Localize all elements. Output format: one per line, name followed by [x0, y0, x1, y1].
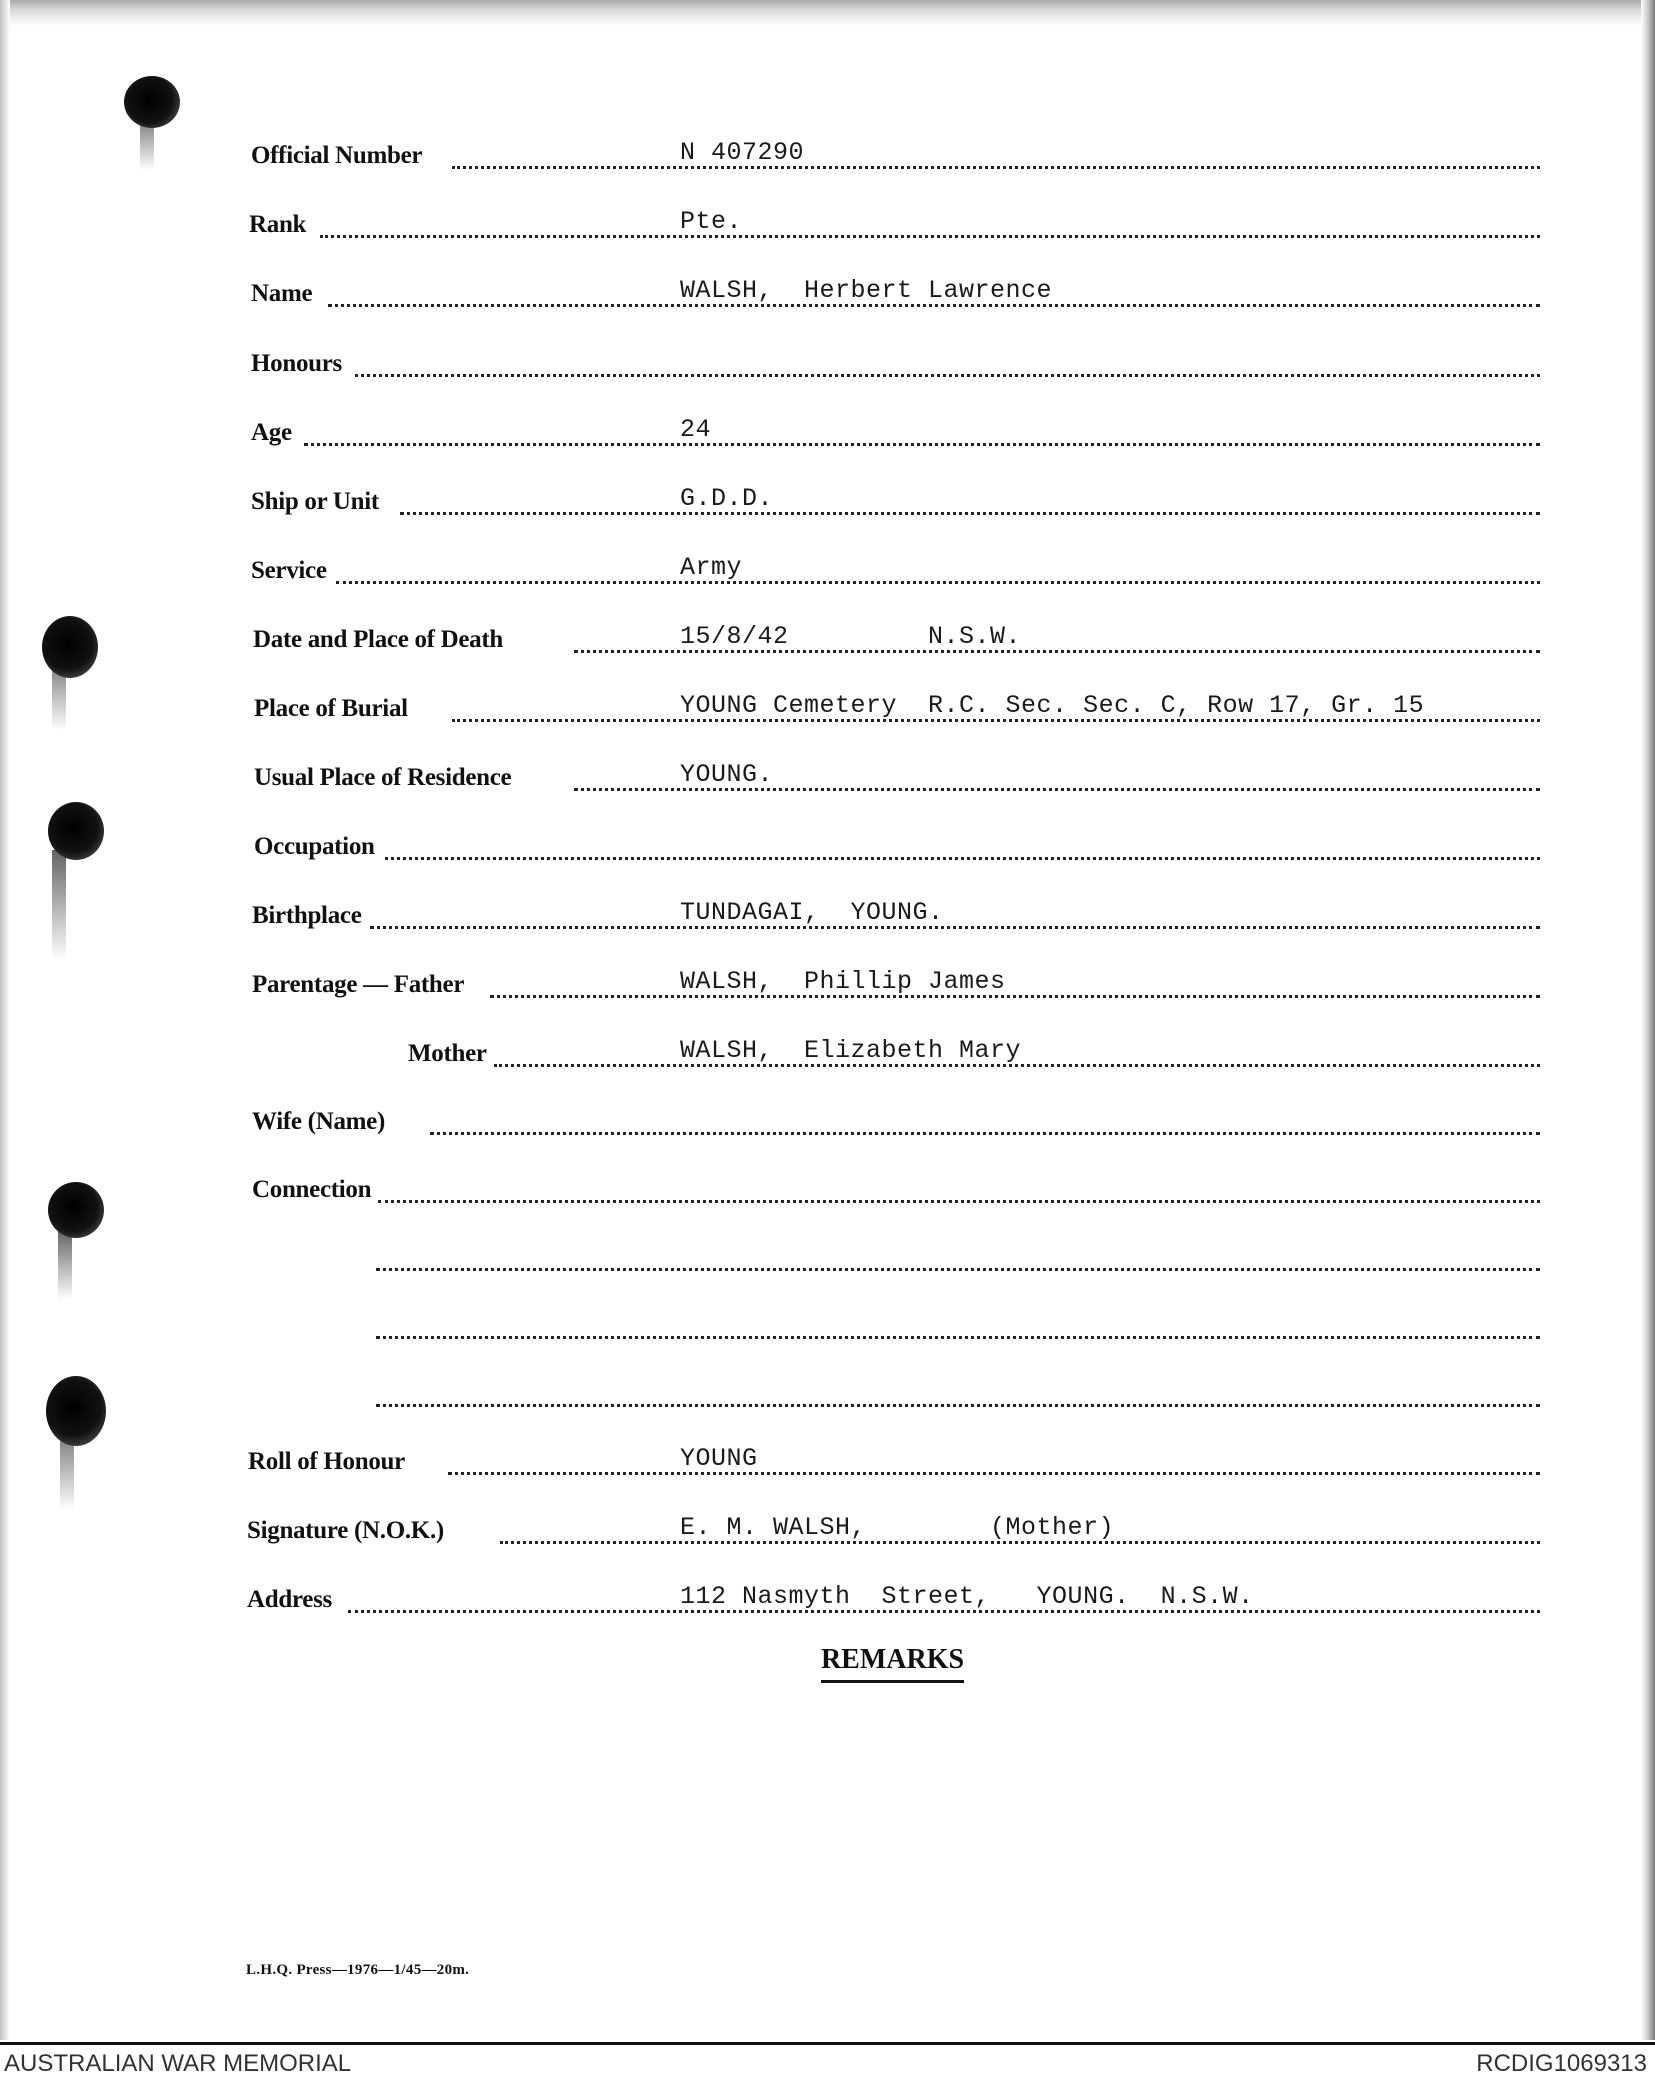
field-value: 15/8/42 N.S.W. [680, 622, 1022, 651]
field-row-signature-nok [0, 1511, 1655, 1551]
field-value: WALSH, Phillip James [680, 967, 1006, 996]
field-row-wife-name [0, 1102, 1655, 1142]
field-row-mother [0, 1034, 1655, 1074]
dotted-line [452, 166, 1540, 169]
footer-archive-name: AUSTRALIAN WAR MEMORIAL [4, 2050, 352, 2077]
dotted-line [430, 1132, 1540, 1135]
field-label: Wife (Name) [252, 1108, 385, 1135]
dotted-line [448, 1472, 1540, 1475]
dotted-line [376, 1336, 1540, 1339]
field-row-official-number [0, 136, 1655, 176]
field-label: Signature (N.O.K.) [247, 1517, 444, 1544]
field-value: G.D.D. [680, 484, 774, 513]
field-row-connection [0, 1170, 1655, 1210]
field-label: Address [247, 1586, 332, 1613]
field-row-service [0, 551, 1655, 591]
field-row-place-of-burial [0, 689, 1655, 729]
field-row-connection-continued [0, 1306, 1655, 1346]
field-value: N 407290 [680, 138, 805, 167]
field-value: 112 Nasmyth Street, YOUNG. N.S.W. [680, 1582, 1254, 1611]
dotted-line [400, 512, 1540, 515]
dotted-line [304, 443, 1540, 446]
field-value: YOUNG. [680, 760, 774, 789]
field-value: E. M. WALSH, (Mother) [680, 1513, 1115, 1542]
field-label: Place of Burial [254, 695, 408, 722]
footer-record-id: RCDIG1069313 [1476, 2050, 1647, 2077]
remarks-heading [0, 1644, 1655, 1683]
field-value: Army [680, 553, 743, 582]
field-row-age [0, 413, 1655, 453]
field-label: Occupation [254, 833, 375, 860]
field-label: Date and Place of Death [253, 626, 503, 653]
dotted-line [336, 581, 1540, 584]
field-label: Official Number [251, 142, 423, 169]
field-row-name [0, 274, 1655, 314]
field-label: Rank [249, 211, 307, 238]
field-row-roll-of-honour [0, 1442, 1655, 1482]
field-row-ship-or-unit [0, 482, 1655, 522]
dotted-line [378, 1200, 1540, 1203]
field-row-occupation [0, 827, 1655, 867]
punch-hole [124, 76, 180, 128]
dotted-line [490, 995, 1540, 998]
dotted-line [370, 926, 1540, 929]
field-row-usual-residence [0, 758, 1655, 798]
scan-bottom-edge [0, 2042, 1655, 2045]
remarks-heading-text: REMARKS [821, 1644, 964, 1683]
field-label: Birthplace [252, 902, 362, 929]
field-label: Ship or Unit [251, 488, 379, 515]
dotted-line [355, 374, 1540, 377]
dotted-line [385, 857, 1540, 860]
field-row-parentage-father [0, 965, 1655, 1005]
dotted-line [320, 235, 1540, 238]
field-row-honours [0, 344, 1655, 384]
field-value: WALSH, Elizabeth Mary [680, 1036, 1022, 1065]
field-value: TUNDAGAI, YOUNG. [680, 898, 944, 927]
field-row-connection-continued [0, 1238, 1655, 1278]
field-label: Connection [252, 1176, 372, 1203]
field-row-date-place-death [0, 620, 1655, 660]
field-label: Roll of Honour [248, 1448, 405, 1475]
field-value: WALSH, Herbert Lawrence [680, 276, 1053, 305]
field-label: Usual Place of Residence [254, 764, 512, 791]
field-label: Honours [251, 350, 342, 377]
dotted-line [376, 1268, 1540, 1271]
field-label: Parentage — Father [252, 971, 465, 998]
scan-top-shadow [0, 0, 1655, 26]
field-row-connection-continued [0, 1374, 1655, 1414]
field-value: 24 [680, 415, 712, 444]
printer-imprint: L.H.Q. Press—1976—1/45—20m. [246, 1962, 470, 1978]
field-label: Name [251, 280, 313, 307]
field-label: Mother [408, 1040, 487, 1067]
field-label: Service [251, 557, 327, 584]
field-row-address [0, 1580, 1655, 1620]
dotted-line [376, 1404, 1540, 1407]
field-value: YOUNG Cemetery R.C. Sec. Sec. C, Row 17, Gr. 15 [680, 691, 1425, 720]
field-label: Age [251, 419, 292, 446]
field-row-birthplace [0, 896, 1655, 936]
field-row-rank [0, 205, 1655, 245]
field-value: Pte. [680, 207, 743, 236]
field-value: YOUNG [680, 1444, 758, 1473]
